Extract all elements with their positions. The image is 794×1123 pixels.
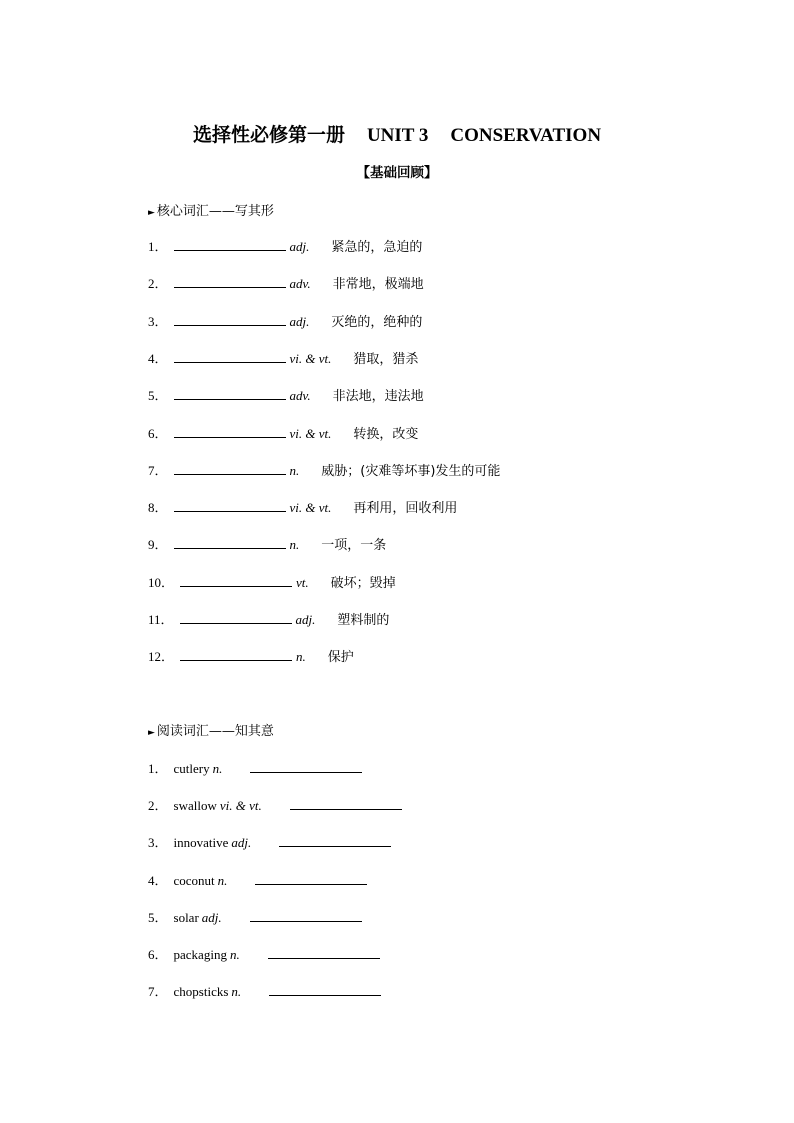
item-number: 9．: [148, 537, 168, 553]
item-number: 2．: [148, 276, 168, 292]
core-vocab-item: [148, 311, 422, 331]
answer-blank[interactable]: [180, 646, 292, 661]
core-vocab-item: [148, 609, 389, 629]
item-number: 1．: [148, 761, 168, 776]
reading-vocab-item: [148, 795, 402, 815]
answer-blank[interactable]: [279, 832, 391, 847]
answer-blank[interactable]: [269, 981, 381, 996]
answer-blank[interactable]: [250, 758, 362, 773]
core-vocab-section-title: ► 核心词汇——写其形: [148, 204, 274, 219]
page-title: [0, 120, 794, 147]
answer-blank[interactable]: [174, 385, 286, 400]
answer-blank[interactable]: [174, 534, 286, 549]
item-number: 7．: [148, 984, 168, 1000]
item-number: 7．: [148, 462, 168, 478]
chinese-meaning: 转换，改变: [353, 426, 419, 442]
item-number: 8．: [148, 500, 168, 516]
part-of-speech: n.: [217, 872, 228, 888]
part-of-speech: adj.: [201, 909, 222, 925]
part-of-speech: n.: [229, 947, 240, 962]
reading-vocab-item: [148, 907, 362, 927]
item-number: 4．: [148, 350, 168, 366]
reading-vocab-item: [148, 944, 380, 964]
answer-blank[interactable]: [255, 870, 367, 885]
item-number: 5．: [148, 388, 168, 404]
item-number: 3．: [148, 835, 168, 851]
answer-blank[interactable]: [180, 609, 292, 624]
english-word: swallow: [173, 798, 217, 814]
answer-blank[interactable]: [250, 907, 362, 922]
item-number: 12．: [148, 649, 175, 665]
chinese-meaning: 非法地，违法地: [332, 389, 424, 405]
core-vocab-item: [148, 646, 354, 666]
triangle-bullet-icon: ►: [148, 208, 155, 218]
part-of-speech: n.: [289, 537, 300, 553]
english-word: innovative: [173, 835, 229, 851]
chinese-meaning: 猎取，猎杀: [353, 351, 419, 367]
part-of-speech: n.: [289, 462, 300, 478]
answer-blank[interactable]: [174, 236, 286, 251]
part-of-speech: adj.: [231, 835, 252, 851]
english-word: coconut: [173, 872, 215, 888]
answer-blank[interactable]: [174, 460, 286, 475]
english-word: packaging: [173, 947, 227, 962]
item-number: 6．: [148, 425, 168, 441]
answer-blank[interactable]: [174, 348, 286, 363]
core-vocab-item: [148, 385, 424, 405]
item-number: 10．: [148, 574, 175, 590]
chinese-meaning: 保护: [327, 650, 354, 666]
core-vocab-item: [148, 348, 418, 368]
chinese-meaning: 紧急的，急迫的: [331, 240, 423, 255]
part-of-speech: vt.: [296, 574, 309, 590]
english-word: solar: [173, 909, 199, 925]
item-number: 5．: [148, 909, 168, 925]
part-of-speech: vi. & vt.: [289, 500, 332, 516]
item-number: 1．: [148, 239, 168, 254]
part-of-speech: n.: [296, 649, 306, 665]
answer-blank[interactable]: [174, 423, 286, 438]
part-of-speech: adj.: [295, 612, 316, 627]
triangle-bullet-icon: ►: [148, 728, 155, 738]
chinese-meaning: 威胁；(灾难等坏事)发生的可能: [321, 463, 501, 479]
reading-vocab-item: [148, 870, 367, 890]
chinese-meaning: 灭绝的，绝种的: [331, 314, 423, 330]
title-topic: CONSERVATION: [450, 125, 602, 146]
chinese-meaning: 非常地，极端地: [332, 277, 424, 293]
part-of-speech: adv.: [289, 388, 311, 404]
part-of-speech: n.: [212, 761, 223, 776]
reading-vocab-item: [148, 981, 381, 1001]
title-unit: UNIT 3: [366, 125, 429, 146]
chinese-meaning: 一项，一条: [321, 538, 387, 554]
subtitle: 【基础回顾】: [356, 165, 438, 181]
reading-vocab-section-title: ► 阅读词汇——知其意: [148, 724, 274, 739]
core-vocab-item: [148, 460, 500, 480]
item-number: 2．: [148, 798, 168, 814]
part-of-speech: adj.: [289, 239, 310, 254]
answer-blank[interactable]: [174, 497, 286, 512]
item-number: 6．: [148, 947, 168, 962]
item-number: 3．: [148, 313, 168, 329]
item-number: 4．: [148, 872, 168, 888]
part-of-speech: vi. & vt.: [289, 350, 332, 366]
title-cn: 选择性必修第一册: [192, 125, 345, 146]
part-of-speech: vi. & vt.: [219, 798, 262, 814]
part-of-speech: adj.: [289, 313, 310, 329]
answer-blank[interactable]: [290, 795, 402, 810]
core-vocab-item: [148, 423, 418, 443]
core-vocab-item: [148, 273, 424, 293]
answer-blank[interactable]: [268, 944, 380, 959]
reading-vocab-item: [148, 832, 391, 852]
chinese-meaning: 破坏；毁掉: [330, 575, 396, 591]
english-word: chopsticks: [173, 984, 229, 1000]
answer-blank[interactable]: [174, 311, 286, 326]
part-of-speech: vi. & vt.: [289, 425, 332, 441]
reading-vocab-item: [148, 758, 362, 778]
chinese-meaning: 再利用，回收利用: [353, 501, 458, 517]
chinese-meaning: 塑料制的: [337, 613, 390, 628]
core-vocab-item: [148, 497, 457, 517]
core-vocab-item: [148, 534, 386, 554]
part-of-speech: n.: [231, 984, 242, 1000]
english-word: cutlery: [173, 761, 210, 776]
part-of-speech: adv.: [289, 276, 311, 292]
core-vocab-item: [148, 572, 396, 592]
answer-blank[interactable]: [174, 273, 286, 288]
item-number: 11．: [148, 612, 174, 627]
answer-blank[interactable]: [180, 572, 292, 587]
core-vocab-item: [148, 236, 422, 256]
